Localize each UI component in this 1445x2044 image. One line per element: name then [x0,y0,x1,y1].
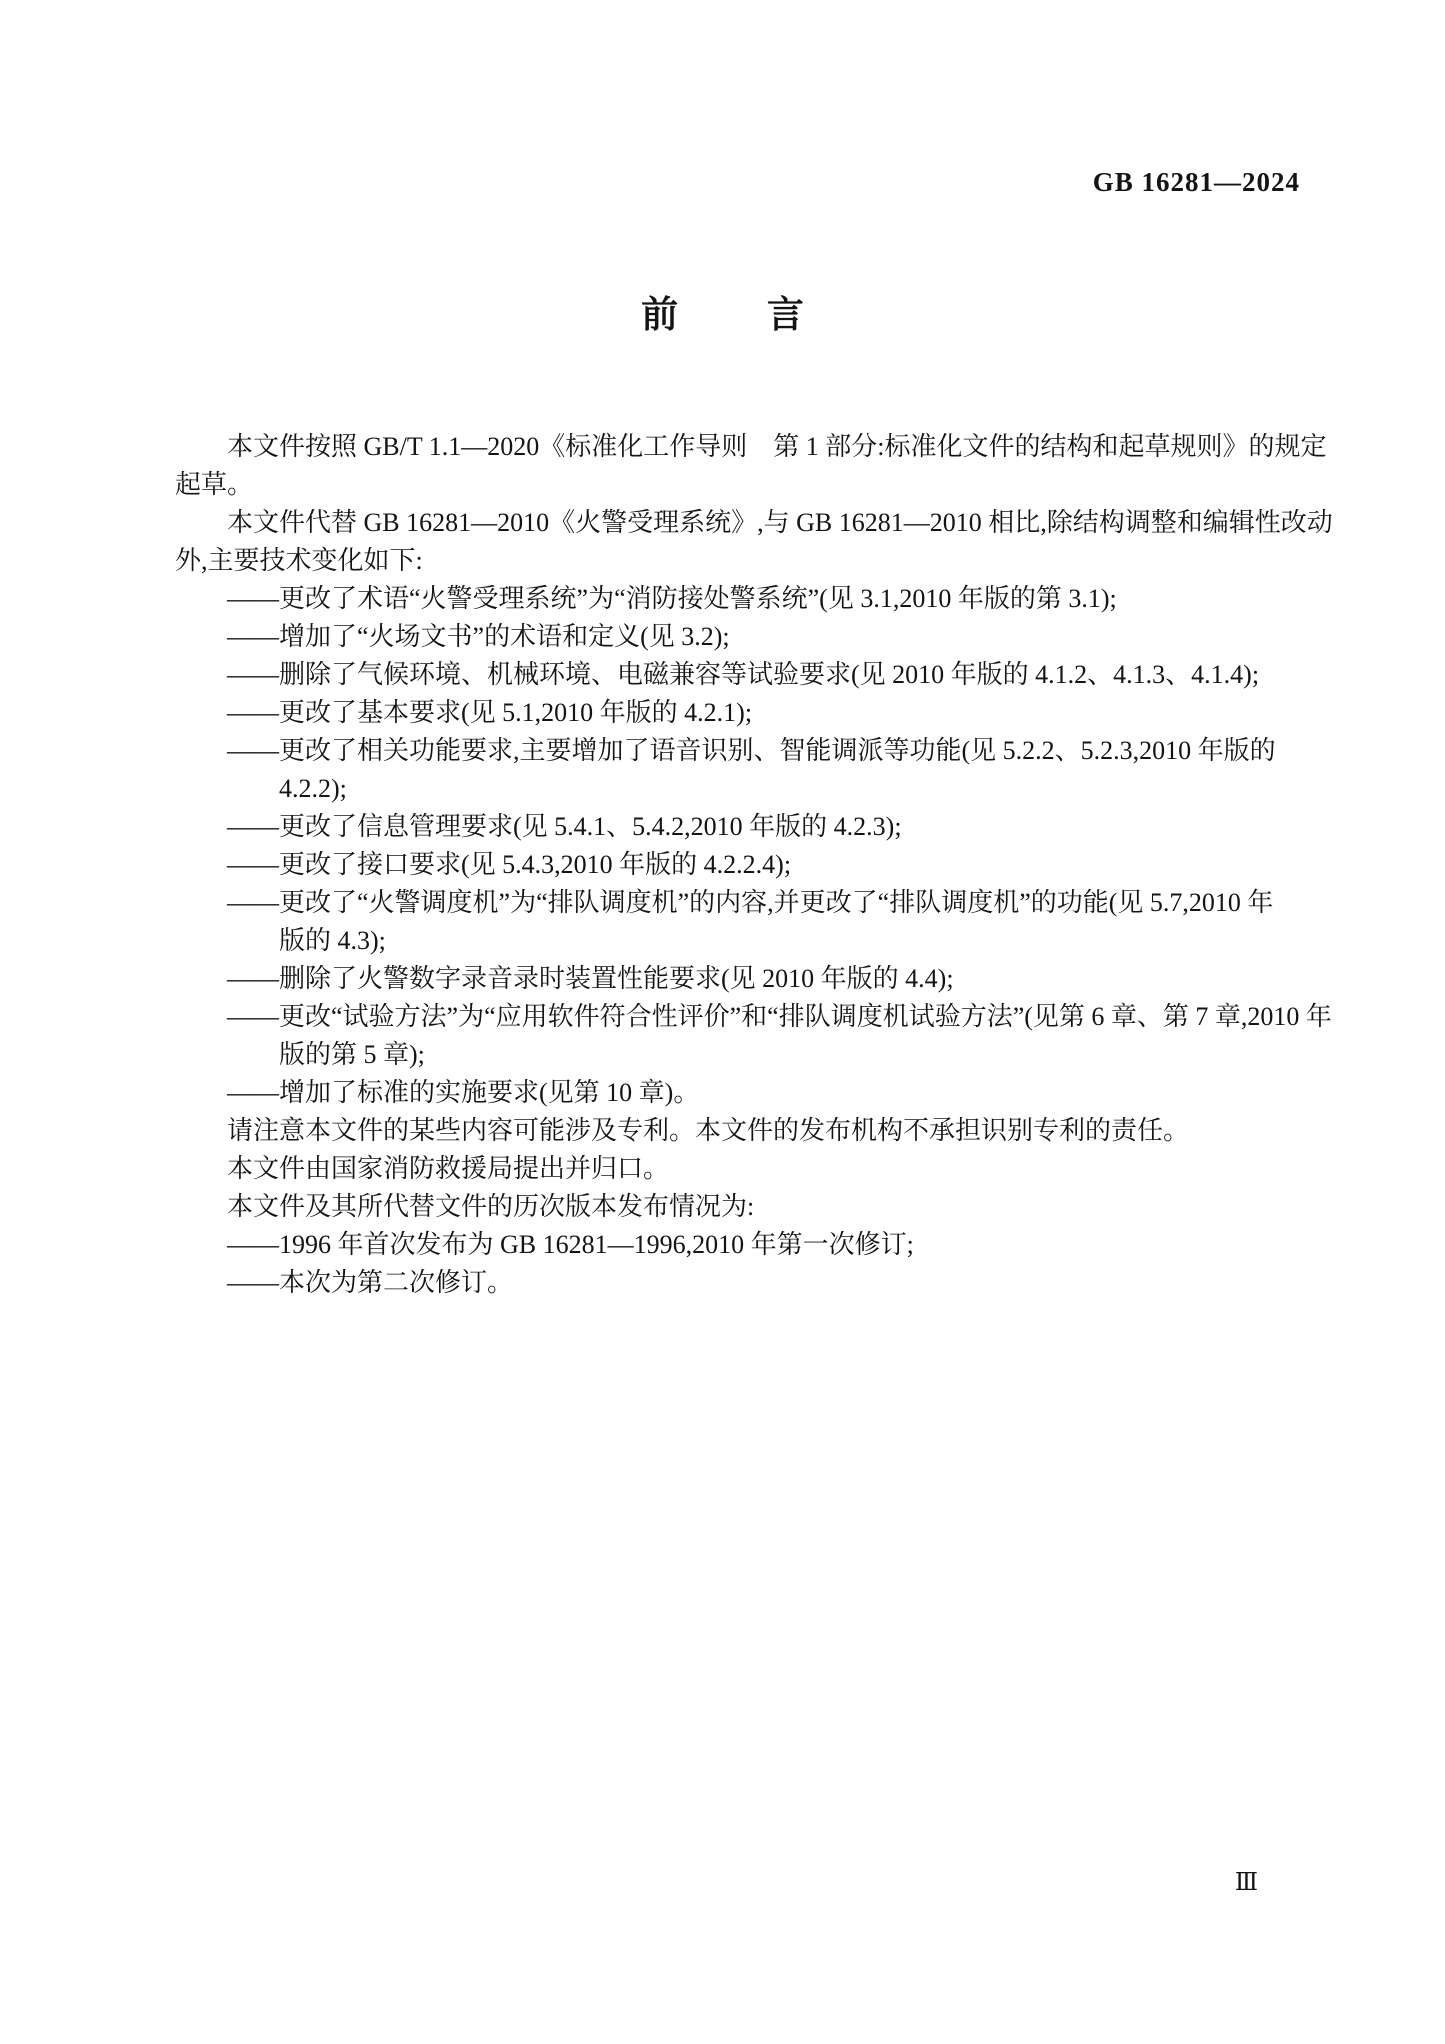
text-line: ——更改了相关功能要求,主要增加了语音识别、智能调派等功能(见 5.2.2、5.2.3,2010 年版的 [227,736,1276,765]
text-line: ——增加了“火场文书”的术语和定义(见 3.2); [227,622,730,651]
text-line: ——删除了火警数字录音录时装置性能要求(见 2010 年版的 4.4); [227,964,954,993]
page-title: 前言 [641,294,893,335]
page-number: Ⅲ [1234,1870,1258,1896]
text-line: 请注意本文件的某些内容可能涉及专利。本文件的发布机构不承担识别专利的责任。 [227,1116,1190,1145]
text-line: ——更改“试验方法”为“应用软件符合性评价”和“排队调度机试验方法”(见第 6 章、第 7 章,2010 年 [227,1002,1332,1031]
text-line: ——更改了“火警调度机”为“排队调度机”的内容,并更改了“排队调度机”的功能(见 5.7,2010 年 [227,888,1274,917]
text-line: 本文件及其所代替文件的历次版本发布情况为: [227,1192,755,1221]
text-line: ——本次为第二次修订。 [227,1268,514,1297]
text-line: 本文件按照 GB/T 1.1—2020《标准化工作导则 第 1 部分:标准化文件的结构和起草规则》的规定 [227,432,1327,461]
text-line: 本文件由国家消防救援局提出并归口。 [227,1154,670,1183]
text-line: 本文件代替 GB 16281—2010《火警受理系统》,与 GB 16281—2010 相比,除结构调整和编辑性改动 [227,508,1333,537]
text-line: ——增加了标准的实施要求(见第 10 章)。 [227,1078,700,1107]
text-line: ——删除了气候环境、机械环境、电磁兼容等试验要求(见 2010 年版的 4.1.2、4.1.3、4.1.4); [227,660,1260,689]
text-line: 起草。 [175,470,254,499]
text-line: 外,主要技术变化如下: [175,546,423,575]
text-line: 版的第 5 章); [279,1040,425,1069]
text-line: ——1996 年首次发布为 GB 16281—1996,2010 年第一次修订; [227,1230,914,1259]
text-line: 版的 4.3); [279,926,386,955]
text-line: 4.2.2); [279,774,347,803]
text-line: ——更改了术语“火警受理系统”为“消防接处警系统”(见 3.1,2010 年版的第 3.1); [227,584,1117,613]
text-line: ——更改了信息管理要求(见 5.4.1、5.4.2,2010 年版的 4.2.3); [227,812,902,841]
document-body [175,428,1333,1302]
text-line: ——更改了接口要求(见 5.4.3,2010 年版的 4.2.2.4); [227,850,792,879]
text-line: ——更改了基本要求(见 5.1,2010 年版的 4.2.1); [227,698,753,727]
document-number: GB 16281—2024 [1092,167,1300,197]
